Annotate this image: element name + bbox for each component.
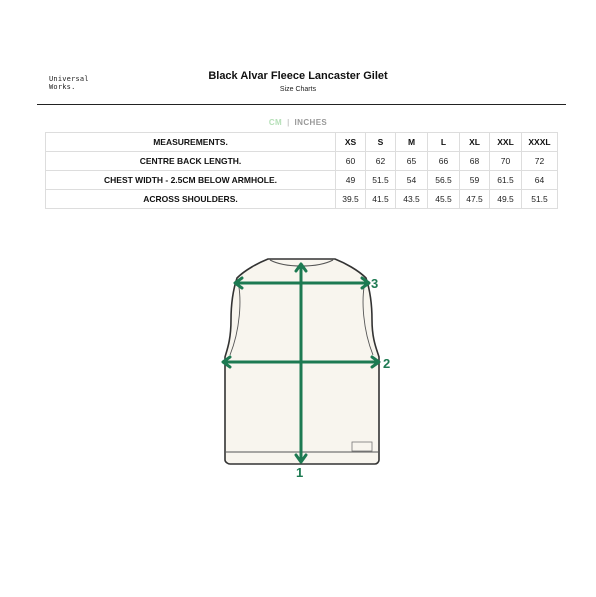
table-cell: 43.5 <box>396 190 428 209</box>
table-cell: 56.5 <box>428 171 460 190</box>
brand-logo-line2: Works. <box>49 83 76 91</box>
marker-chest-label: 2 <box>383 356 391 371</box>
table-cell: 62 <box>366 152 396 171</box>
page-subtitle: Size Charts <box>279 86 317 93</box>
row-label: CHEST WIDTH - 2.5CM BELOW ARMHOLE. <box>46 171 336 190</box>
header-size-xxl: XXL <box>490 133 522 152</box>
row-label: CENTRE BACK LENGTH. <box>46 152 336 171</box>
unit-inches-button[interactable]: INCHES <box>294 118 328 127</box>
table-cell: 59 <box>460 171 490 190</box>
table-cell: 66 <box>428 152 460 171</box>
header-size-xl: XL <box>460 133 490 152</box>
page-title: Black Alvar Fleece Lancaster Gilet <box>208 70 388 82</box>
table-cell: 49 <box>336 171 366 190</box>
table-cell: 49.5 <box>490 190 522 209</box>
header-size-s: S <box>366 133 396 152</box>
table-cell: 70 <box>490 152 522 171</box>
table-cell: 41.5 <box>366 190 396 209</box>
table-cell: 68 <box>460 152 490 171</box>
unit-cm-button[interactable]: CM <box>268 118 283 127</box>
table-cell: 72 <box>522 152 558 171</box>
marker-length-label: 1 <box>296 465 304 480</box>
table-cell: 51.5 <box>522 190 558 209</box>
table-cell: 61.5 <box>490 171 522 190</box>
header-size-m: M <box>396 133 428 152</box>
header-size-l: L <box>428 133 460 152</box>
table-cell: 65 <box>396 152 428 171</box>
unit-separator: | <box>287 118 290 127</box>
table-cell: 60 <box>336 152 366 171</box>
table-cell: 45.5 <box>428 190 460 209</box>
brand-logo-line1: Universal <box>49 75 89 83</box>
table-cell: 54 <box>396 171 428 190</box>
header-size-xxxl: XXXL <box>522 133 558 152</box>
table-cell: 47.5 <box>460 190 490 209</box>
header-measurements: MEASUREMENTS. <box>46 133 336 152</box>
marker-shoulders-label: 3 <box>371 276 379 291</box>
table-cell: 39.5 <box>336 190 366 209</box>
header-size-xs: XS <box>336 133 366 152</box>
table-cell: 51.5 <box>366 171 396 190</box>
table-cell: 64 <box>522 171 558 190</box>
row-label: ACROSS SHOULDERS. <box>46 190 336 209</box>
